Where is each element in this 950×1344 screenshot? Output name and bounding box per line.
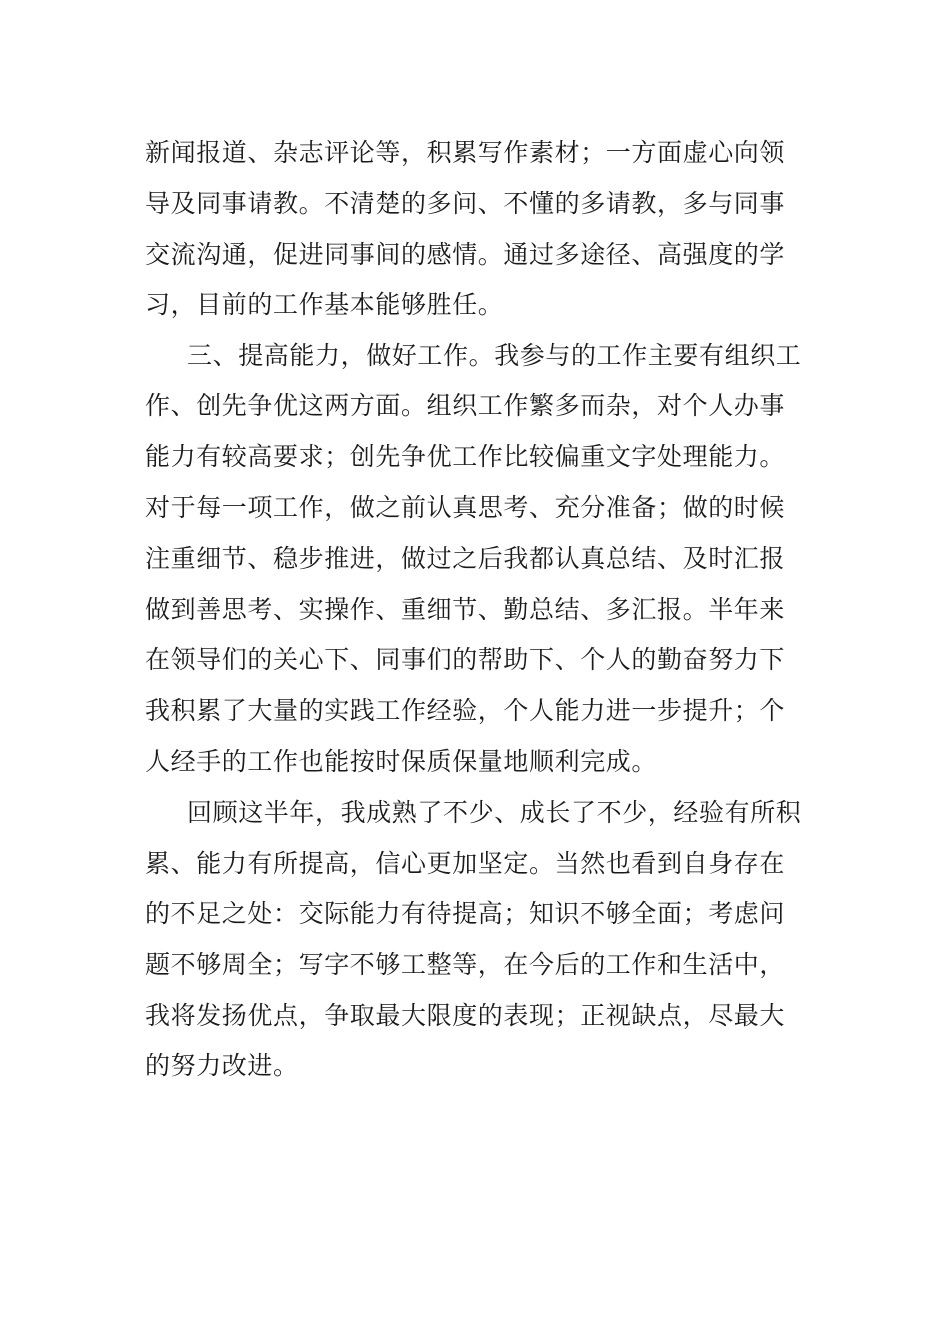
text-line: 注重细节、稳步推进，做过之后我都认真总结、及时汇报 (145, 544, 786, 573)
text-line: 题不够周全；写字不够工整等，在今后的工作和生活中， (145, 950, 786, 979)
text-line: 在领导们的关心下、同事们的帮助下、个人的勤奋努力下 (145, 645, 786, 674)
text-line: 的不足之处：交际能力有待提高；知识不够全面；考虑问 (145, 899, 786, 928)
text-line: 的努力改进。 (145, 1051, 299, 1080)
text-line: 导及同事请教。不清楚的多问、不懂的多请教，多与同事 (145, 189, 786, 218)
text-line: 人经手的工作也能按时保质保量地顺利完成。 (145, 747, 658, 776)
text-line: 对于每一项工作，做之前认真思考、充分准备；做的时候 (145, 493, 786, 522)
text-line: 我将发扬优点，争取最大限度的表现；正视缺点，尽最大 (145, 1001, 786, 1030)
text-line: 能力有较高要求；创先争优工作比较偏重文字处理能力。 (145, 442, 786, 471)
text-line: 作、创先争优这两方面。组织工作繁多而杂，对个人办事 (145, 391, 786, 420)
paragraph-start-line: 三、提高能力，做好工作。我参与的工作主要有组织工 (187, 341, 802, 370)
text-line: 交流沟通，促进同事间的感情。通过多途径、高强度的学 (145, 240, 786, 269)
text-line: 习，目前的工作基本能够胜任。 (145, 290, 504, 319)
text-line: 累、能力有所提高，信心更加坚定。当然也看到自身存在 (145, 849, 786, 878)
text-line: 做到善思考、实操作、重细节、勤总结、多汇报。半年来 (145, 595, 786, 624)
paragraph-start-line: 回顾这半年，我成熟了不少、成长了不少，经验有所积 (187, 798, 802, 827)
text-line: 我积累了大量的实践工作经验，个人能力进一步提升；个 (145, 696, 786, 725)
text-line: 新闻报道、杂志评论等，积累写作素材；一方面虚心向领 (145, 138, 786, 167)
